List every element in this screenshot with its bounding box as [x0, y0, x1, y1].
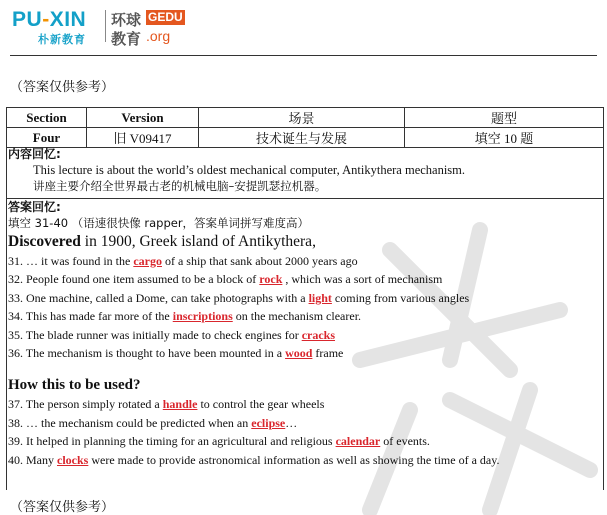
header-divider: [10, 55, 597, 56]
table-row: [7, 128, 604, 148]
table-header-cell: 场景: [199, 108, 405, 128]
question-line: [7, 344, 603, 362]
answer-word: inscriptions: [172, 309, 233, 324]
answer-word: cracks: [301, 327, 336, 342]
question-text: …: [285, 415, 298, 430]
question-line: [7, 395, 603, 413]
logo-subtitle: 朴新教育: [38, 33, 86, 46]
table-cell: 技术诞生与发展: [199, 128, 405, 148]
question-line: [7, 451, 603, 469]
answers-box: [6, 199, 604, 490]
question-line: [7, 289, 603, 307]
answer-word: calendar: [335, 434, 381, 449]
logo-cn-line2: 教育: [111, 30, 142, 48]
logo-org: .org: [146, 28, 171, 44]
answer-word: eclipse: [251, 415, 286, 430]
answers-intro: 填空 31-40 （语速很快像 rapper，答案单词拼写难度高）: [8, 216, 310, 230]
question-text: 39. It helped in planning the timing for an agricultural and religious: [8, 434, 336, 449]
question-text: 32. People found one item assumed to be a block of: [8, 272, 260, 287]
question-text: 40. Many: [8, 452, 57, 467]
question-text: of events.: [380, 434, 430, 449]
section-subheading: How this to be used?: [8, 377, 141, 394]
question-line: [7, 307, 603, 325]
answer-word: handle: [162, 397, 198, 412]
content-label: 内容回忆:: [8, 147, 61, 161]
question-text: 35. The blade runner was initially made to check engines for: [8, 327, 302, 342]
answers-label: 答案回忆:: [8, 200, 61, 214]
disclaimer-bottom: （答案仅供参考）: [10, 500, 115, 515]
table-header-cell: Section: [7, 108, 87, 128]
logo-badge: GEDU: [148, 10, 183, 24]
question-line: [7, 270, 603, 288]
question-text: frame: [312, 346, 344, 361]
answer-word: clocks: [57, 452, 89, 467]
table-cell: 旧 V09417: [87, 128, 199, 148]
question-line: [7, 414, 603, 432]
question-text: to control the gear wheels: [197, 397, 325, 412]
question-line: [7, 252, 603, 270]
question-text: 36. The mechanism is thought to have been mounted in a: [8, 346, 286, 361]
question-text: on the mechanism clearer.: [232, 309, 362, 324]
content-summary-box: [6, 146, 604, 199]
question-text: 37. The person simply rotated a: [8, 397, 163, 412]
logo-wordmark: PU-XIN: [12, 8, 87, 31]
question-text: 34. This has made far more of the: [8, 309, 173, 324]
question-line: [7, 432, 603, 450]
answer-word: light: [308, 290, 332, 305]
table-cell: Four: [7, 128, 87, 148]
answer-word: cargo: [133, 254, 162, 268]
context-heading: Discovered in 1900, Greek island of Antikythera,: [8, 233, 316, 250]
question-text: 33. One machine, called a Dome, can take photographs with a: [8, 290, 309, 305]
question-text: of a ship that sank about 2000 years ago: [161, 254, 358, 268]
logo-divider: [105, 10, 106, 42]
question-text: were made to provide astronomical information as well as showing the time of a day.: [88, 452, 500, 467]
table-header-row: [7, 108, 604, 128]
brand-logo: [10, 6, 250, 46]
question-text: 38. … the mechanism could be predicted when an: [8, 415, 252, 430]
info-table: [6, 107, 604, 148]
answer-word: wood: [285, 346, 313, 361]
table-cell: 填空 10 题: [405, 128, 604, 148]
question-text: , which was a sort of mechanism: [282, 272, 443, 287]
question-text: 31. … it was found in the: [8, 254, 134, 268]
table-header-cell: Version: [87, 108, 199, 128]
table-header-cell: 题型: [405, 108, 604, 128]
disclaimer-top: （答案仅供参考）: [10, 80, 115, 95]
question-text: coming from various angles: [331, 290, 470, 305]
logo-cn-line1: 环球: [111, 11, 142, 29]
answer-word: rock: [259, 272, 283, 287]
content-english: This lecture is about the world’s oldest mechanical computer, Antikythera mechanism.: [33, 163, 466, 177]
question-line: [7, 326, 603, 344]
content-chinese: 讲座主要介绍全世界最古老的机械电脑–安提凯瑟拉机器。: [33, 179, 327, 193]
